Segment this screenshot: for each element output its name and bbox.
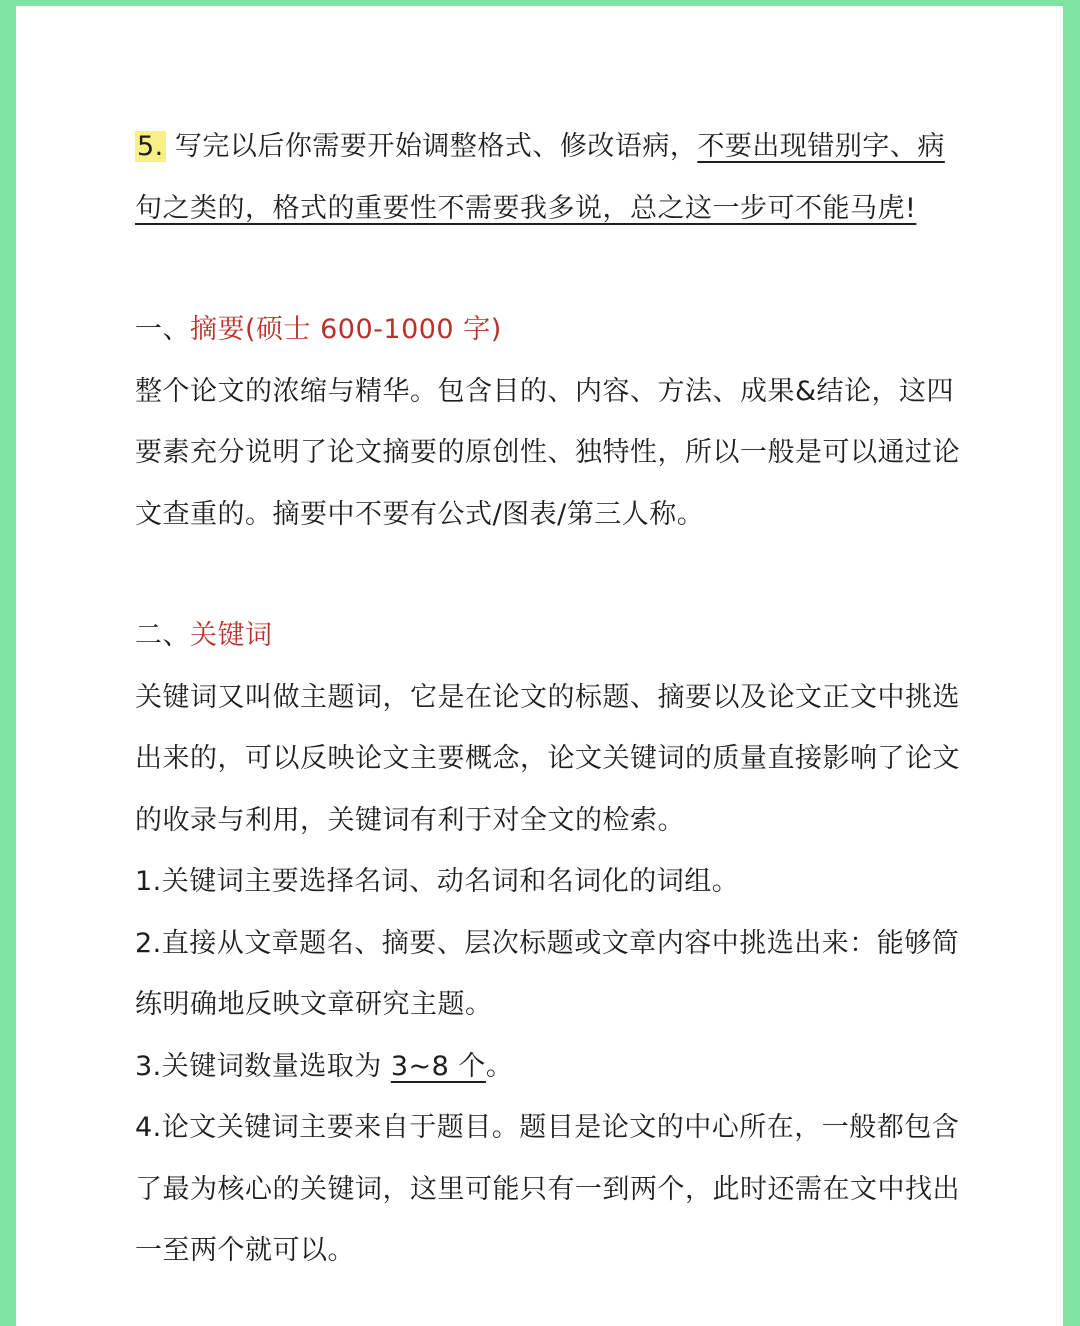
section-5-number: 5.	[137, 131, 164, 162]
document-content	[135, 116, 965, 1282]
section-5-text: 写完以后你需要开始调整格式、修改语病，	[165, 131, 698, 162]
abstract-line-3: 文查重的。摘要中不要有公式/图表/第三人称。	[135, 498, 705, 530]
keywords-item-3-prefix: 3.关键词数量选取为	[135, 1050, 391, 1082]
keywords-item-4-line-3: 一至两个就可以。	[135, 1235, 355, 1266]
keywords-heading	[135, 605, 965, 667]
abstract-line-1: 整个论文的浓缩与精华。包含目的、内容、方法、成果&结论，这四	[135, 375, 955, 407]
section-5-underlined-text-2: 句之类的，格式的重要性不需要我多说，总之这一步可不能马虎!	[135, 192, 917, 224]
section-5-underlined-text: 不要出现错别字、病	[697, 131, 945, 162]
section-5-line-2	[135, 178, 965, 240]
keywords-heading-title: 关键词	[190, 620, 273, 651]
keywords-item-2-line-2: 练明确地反映文章研究主题。	[135, 989, 493, 1020]
keywords-item-3	[135, 1036, 965, 1098]
abstract-heading-prefix: 一、	[135, 314, 190, 345]
abstract-line-2: 要素充分说明了论文摘要的原创性、独特性，所以一般是可以通过论	[135, 437, 960, 468]
keywords-intro-line-1: 关键词又叫做主题词，它是在论文的标题、摘要以及论文正文中挑选	[135, 681, 960, 713]
keywords-item-3-suffix: 。	[485, 1050, 514, 1082]
keywords-intro-line-3: 的收录与利用，关键词有利于对全文的检索。	[135, 804, 685, 836]
document-page	[16, 6, 1063, 1326]
abstract-heading	[135, 299, 965, 361]
keywords-intro-line-2: 出来的，可以反映论文主要概念，论文关键词的质量直接影响了论文	[135, 743, 960, 774]
keywords-item-2-line-1: 2.直接从文章题名、摘要、层次标题或文章内容中挑选出来：能够简	[135, 927, 960, 959]
keywords-item-4-line-1: 4.论文关键词主要来自于题目。题目是论文的中心所在，一般都包含	[135, 1112, 960, 1143]
abstract-heading-title: 摘要(硕士 600-1000 字)	[190, 314, 502, 345]
keywords-item-4-line-2: 了最为核心的关键词，这里可能只有一到两个，此时还需在文中找出	[135, 1173, 960, 1205]
keywords-item-1: 1.关键词主要选择名词、动名词和名词化的词组。	[135, 866, 740, 897]
keywords-heading-prefix: 二、	[135, 620, 190, 651]
keywords-item-3-count: 3~8 个	[390, 1050, 486, 1082]
section-5-line-1	[135, 116, 965, 178]
